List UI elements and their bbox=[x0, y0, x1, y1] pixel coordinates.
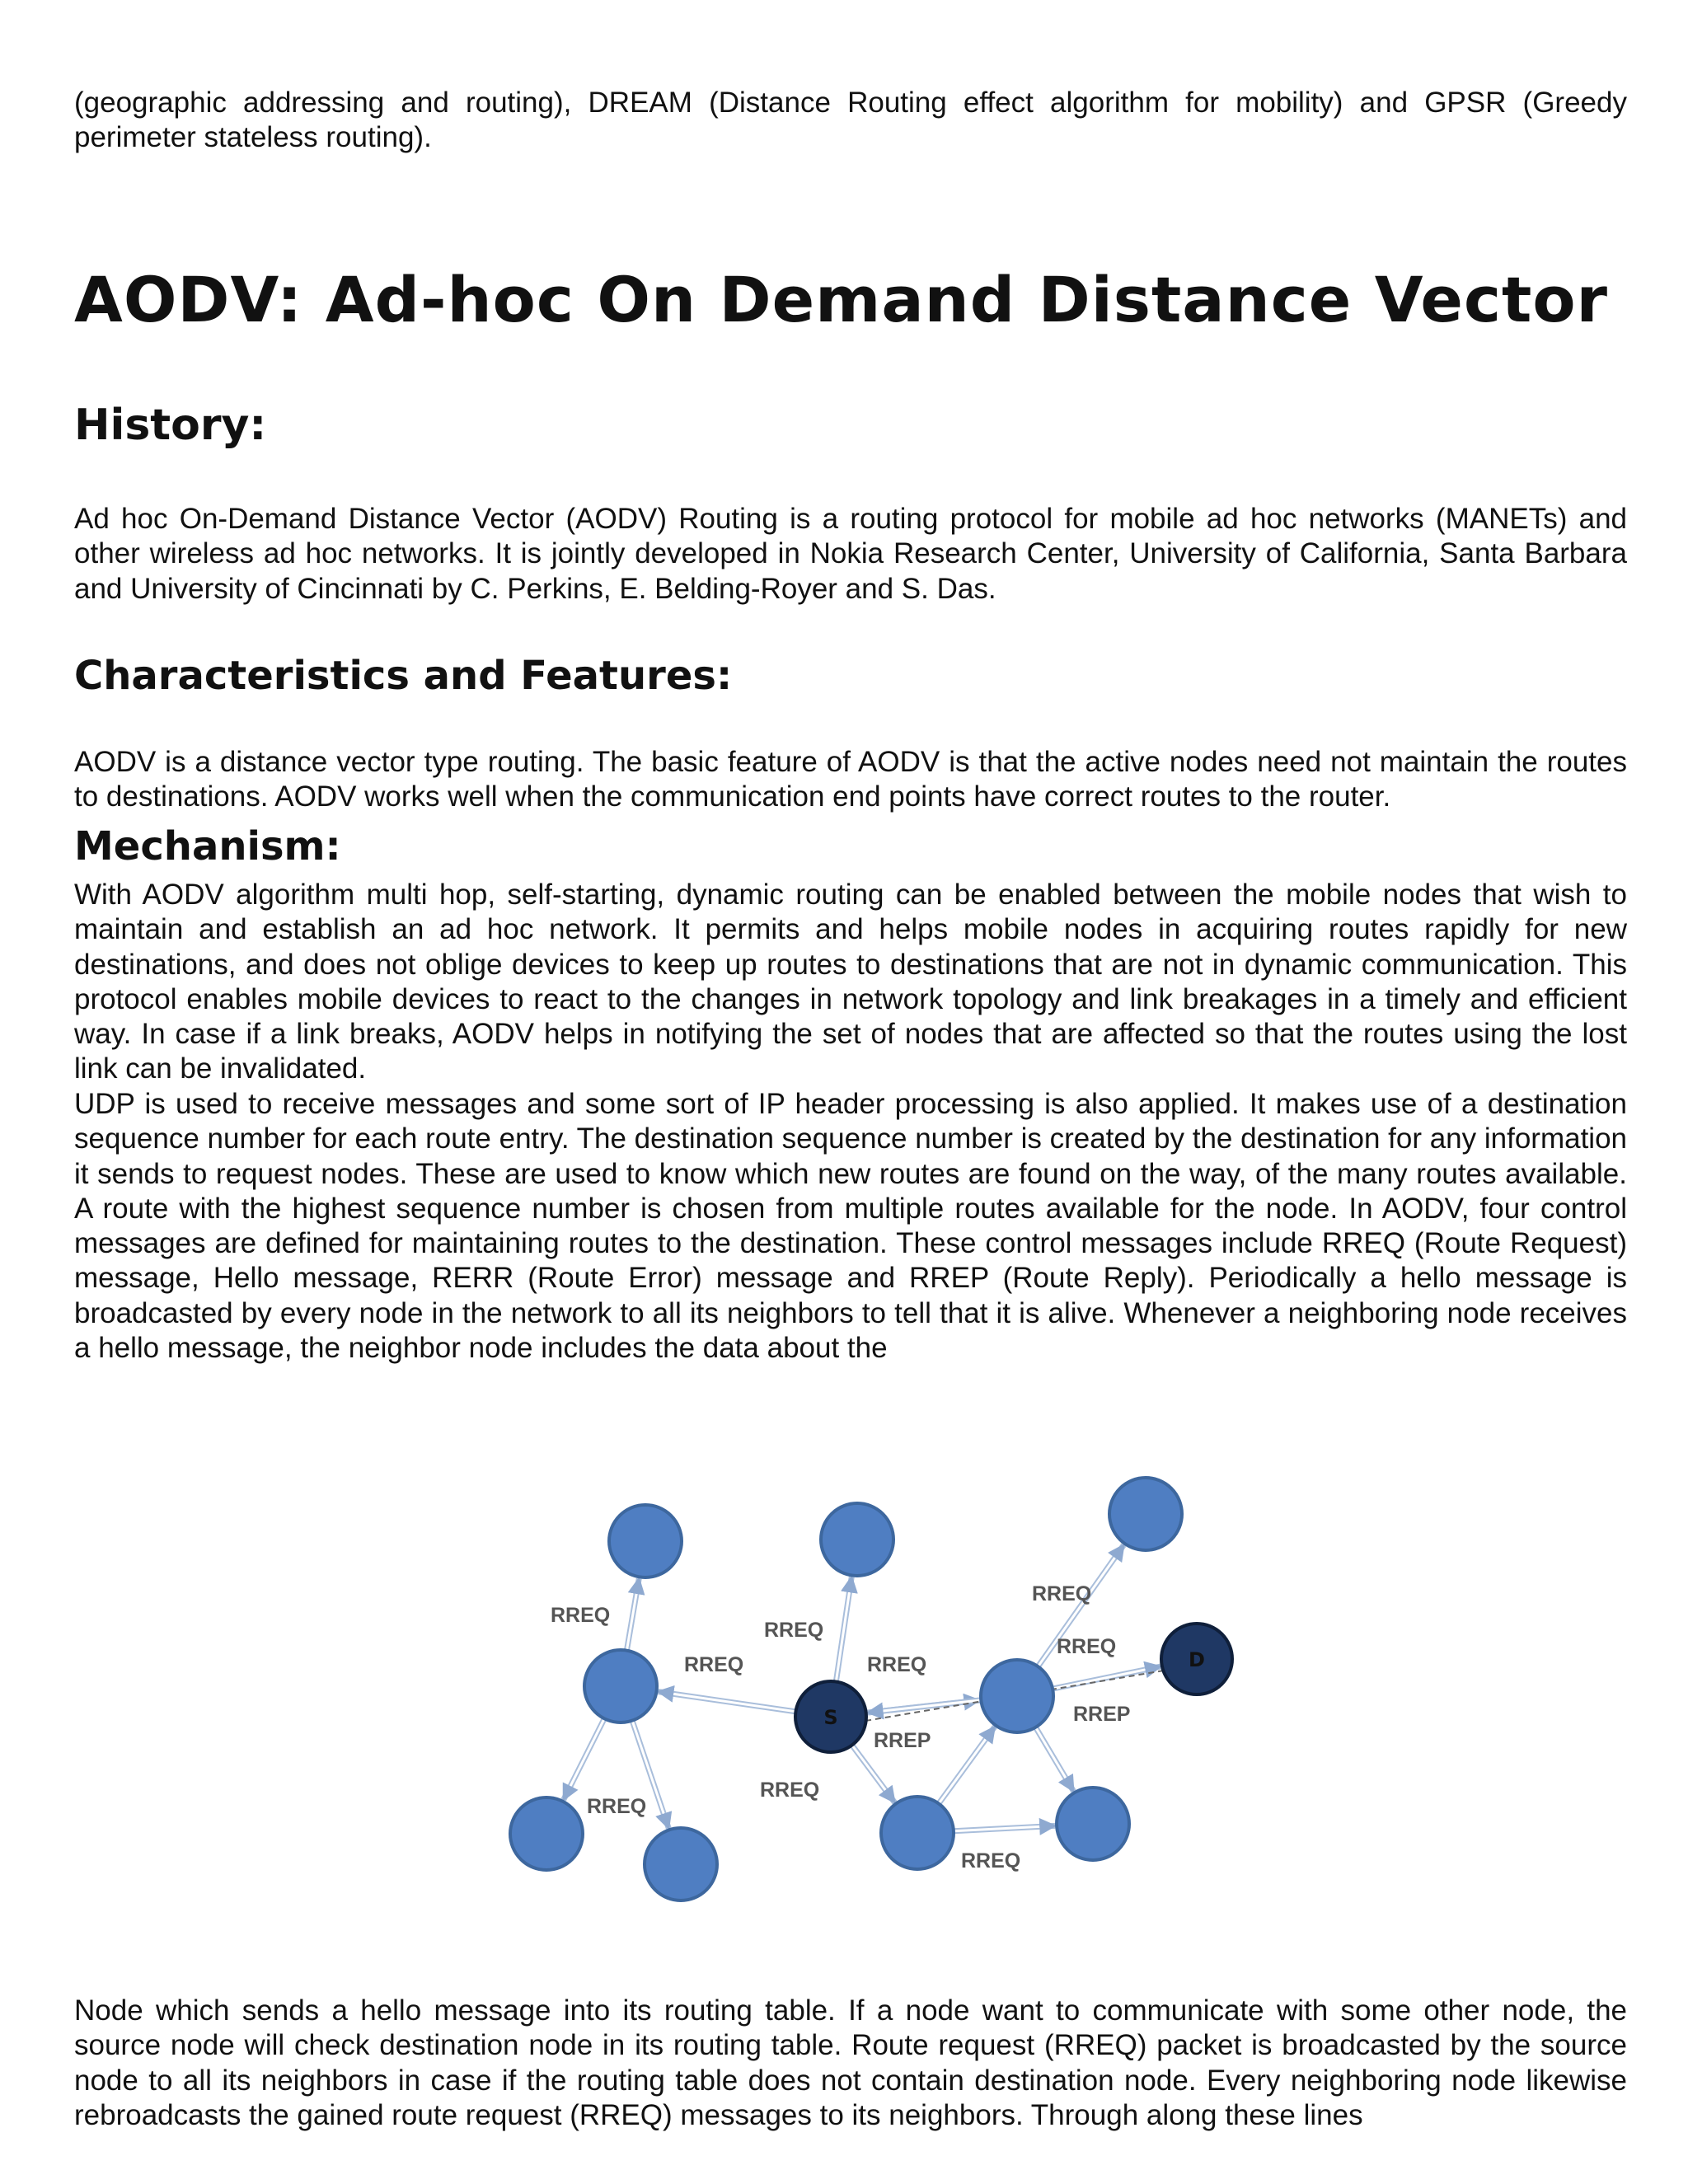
rreq-label: RREQ bbox=[587, 1795, 647, 1818]
characteristics-paragraph: AODV is a distance vector type routing. The basic feature of AODV is that the active nodes need not maintain the routes to destinations. AODV works well when the communication end points have correct routes to the router. bbox=[74, 746, 1627, 813]
rreq-label: RREQ bbox=[764, 1619, 824, 1642]
network-node bbox=[645, 1828, 717, 1900]
network-node bbox=[584, 1650, 657, 1722]
diagram-edge bbox=[626, 1578, 639, 1650]
diagram-edge-arrowhead bbox=[564, 1798, 565, 1800]
diagram-nodes bbox=[510, 1478, 1232, 1900]
history-paragraph: Ad hoc On-Demand Distance Vector (AODV) Routing is a routing protocol for mobile ad hoc networks (MANETs) and other wireless ad hoc networks. It is jointly developed in Nokia Research Center, University of California, Santa Barbara and University of Cincinnati by C. Perkins, E. Belding-Royer and S. Das. bbox=[74, 503, 1627, 605]
page-title: AODV: Ad-hoc On Demand Distance Vector bbox=[74, 263, 1609, 336]
diagram-edge bbox=[564, 1718, 605, 1800]
rreq-label: RREQ bbox=[684, 1653, 744, 1676]
destination-node-label: D bbox=[1189, 1648, 1205, 1671]
network-node bbox=[1109, 1478, 1182, 1550]
source-node-label: S bbox=[823, 1706, 838, 1729]
network-node bbox=[1057, 1788, 1129, 1860]
diagram-edge bbox=[1053, 1666, 1160, 1689]
diagram-edge-arrowhead bbox=[994, 1727, 995, 1728]
rreq-label: RREQ bbox=[961, 1849, 1021, 1872]
diagram-edge bbox=[1035, 1727, 1073, 1792]
diagram-edge bbox=[939, 1727, 995, 1803]
diagram-edge-arrowhead bbox=[668, 1827, 669, 1829]
diagram-edge-arrowhead bbox=[893, 1802, 894, 1803]
network-node bbox=[609, 1505, 682, 1577]
rrep-label: RREP bbox=[1073, 1703, 1131, 1726]
mechanism-heading: Mechanism: bbox=[74, 823, 341, 869]
network-node bbox=[981, 1660, 1053, 1732]
history-heading: History: bbox=[74, 401, 267, 450]
intro-continuation-paragraph: (geographic addressing and routing), DREAM (Distance Routing effect algorithm for mobility) and GPSR (Greedy perimeter stateless routing). bbox=[74, 87, 1627, 154]
network-node bbox=[821, 1503, 893, 1576]
aodv-route-discovery-diagram bbox=[495, 1459, 1253, 1920]
mechanism-paragraph-3: Node which sends a hello message into its routing table. If a node want to communicate with some other node, the source node will check destination node in its routing table. Route request (RREQ) packet is broadcasted by the source node to all its neighbors in case if the routing table does not contain destination node. Every neighboring node likewise rebroadcasts the gained route request (RREQ) messages to its neighbors. Through along these lines bbox=[74, 1994, 1627, 2131]
diagram-edge bbox=[836, 1577, 851, 1681]
diagram-edge bbox=[852, 1745, 895, 1802]
rreq-label: RREQ bbox=[867, 1653, 927, 1676]
rreq-label: RREQ bbox=[551, 1604, 611, 1627]
mechanism-paragraph-2: UDP is used to receive messages and some sort of IP header processing is also applied. It makes use of a destination sequence number for each route entry. The destination sequence number is created by the destination for any information it sends to request nodes. These are used to know which new routes are found on the way, of the many routes available. A route with the highest sequence number is chosen from multiple routes available for the node. In AODV, four control messages are defined for maintaining routes to the destination. These control messages include RREQ (Route Request) message, Hello message, RERR (Route Error) message and RREP (Route Reply). Periodically a hello message is broadcasted by every node in the network to all its neighbors to tell that it is alive. Whenever a neighboring node receives a hello message, the neighbor node includes the data about the bbox=[74, 1088, 1628, 1365]
network-node bbox=[881, 1797, 954, 1869]
rreq-label: RREQ bbox=[1057, 1635, 1117, 1658]
diagram-edge-arrowhead bbox=[1073, 1790, 1074, 1792]
rrep-label: RREP bbox=[874, 1729, 931, 1752]
network-node bbox=[510, 1797, 583, 1870]
mechanism-paragraph-1: With AODV algorithm multi hop, self-starting, dynamic routing can be enabled between the mobile nodes that wish to maintain and establish an ad hoc network. It permits and helps mobile nodes in acquiring routes rapidly for new destinations, and does not oblige devices to keep up routes to destinations that are not in dynamic communication. This protocol enables mobile devices to react to the changes in network topology and link breakages in a timely and efficient way. In case if a link breaks, AODV helps in notifying the set of nodes that are affected so that the routes using the lost link can be invalidated. bbox=[74, 879, 1627, 1085]
rreq-label: RREQ bbox=[1032, 1582, 1092, 1605]
characteristics-heading: Characteristics and Features: bbox=[74, 653, 733, 699]
rreq-label: RREQ bbox=[760, 1779, 820, 1802]
diagram-edge bbox=[659, 1692, 796, 1712]
